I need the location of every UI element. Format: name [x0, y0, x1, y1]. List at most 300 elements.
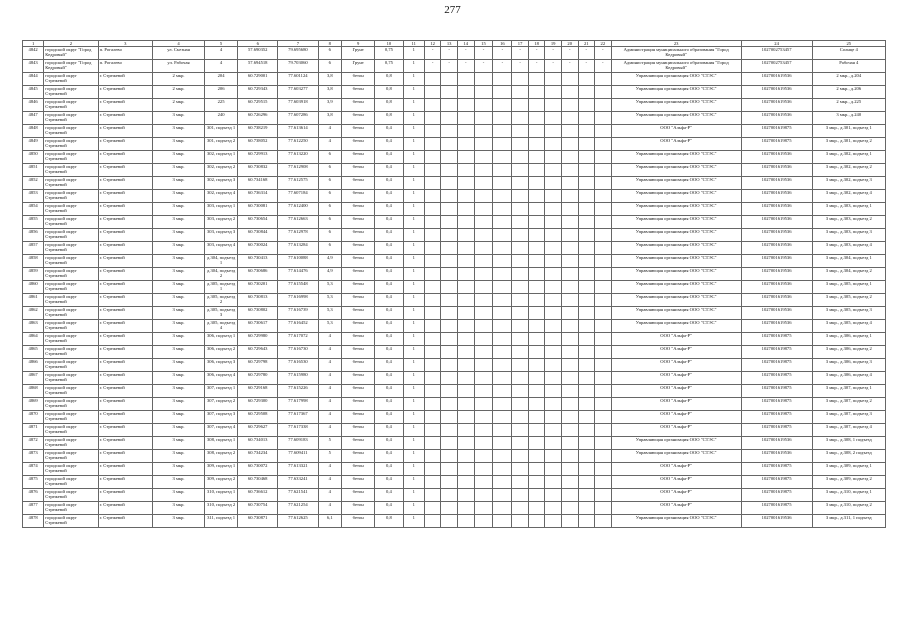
table-cell: 2 мкр., д.206: [812, 86, 885, 99]
table-cell: 57.690352: [238, 47, 278, 60]
table-cell: [512, 515, 529, 528]
table-cell: [424, 268, 441, 281]
table-cell: 1027002753457: [741, 60, 812, 73]
table-cell: ул. Рабочая: [153, 60, 205, 73]
table-cell: городской округ Стрежевой: [44, 450, 98, 463]
table-cell: 3 мкр.: [153, 489, 205, 502]
table-cell: 4863: [23, 320, 44, 333]
table-cell: 77.612908: [278, 164, 318, 177]
table-cell: 77.612625: [278, 515, 318, 528]
table-cell: [424, 294, 441, 307]
table-cell: [457, 268, 474, 281]
table-cell: [474, 281, 493, 294]
table-cell: 0,4: [375, 177, 403, 190]
table-cell: [512, 164, 529, 177]
table-cell: городской округ Стрежевой: [44, 242, 98, 255]
table-cell: [441, 281, 458, 294]
table-cell: 77.603277: [278, 86, 318, 99]
table-cell: ООО "Альфа-Р": [611, 489, 741, 502]
table-cell: 3 мкр., д.310, подъезд 1: [812, 489, 885, 502]
table-cell: 77.621541: [278, 489, 318, 502]
table-cell: [528, 268, 545, 281]
table-cell: 60.730081: [238, 203, 278, 216]
table-cell: [545, 294, 562, 307]
table-cell: 1: [403, 86, 424, 99]
table-cell: 1027001619536: [741, 229, 812, 242]
table-cell: 2 мкр.: [153, 86, 205, 99]
table-cell: [424, 437, 441, 450]
table-cell: 309, подъезд 1: [205, 463, 238, 476]
table-cell: [474, 203, 493, 216]
table-cell: -: [561, 60, 578, 73]
table-cell: [528, 164, 545, 177]
table-cell: [493, 359, 512, 372]
table-cell: 1027001619875: [741, 424, 812, 437]
table-cell: 307, подъезд 3: [205, 411, 238, 424]
table-cell: 0,4: [375, 294, 403, 307]
table-cell: [561, 242, 578, 255]
table-cell: 2 мкр., д.225: [812, 99, 885, 112]
table-cell: 1027001619536: [741, 437, 812, 450]
table-cell: [545, 125, 562, 138]
table-cell: 77.615980: [278, 372, 318, 385]
table-cell: 1: [403, 268, 424, 281]
table-cell: 306, подъезд 2: [205, 346, 238, 359]
table-cell: городской округ Стрежевой: [44, 125, 98, 138]
table-cell: 3 мкр.: [153, 203, 205, 216]
table-cell: 77.612663: [278, 216, 318, 229]
table-cell: 1027001619875: [741, 125, 812, 138]
table-cell: 4: [318, 372, 342, 385]
table-cell: [512, 242, 529, 255]
table-cell: -: [512, 47, 529, 60]
table-cell: 3 мкр.: [153, 476, 205, 489]
column-header: 3: [98, 41, 152, 47]
table-cell: [528, 177, 545, 190]
table-cell: [561, 294, 578, 307]
table-cell: бетон: [342, 515, 375, 528]
table-body: [23, 47, 886, 528]
table-cell: 4873: [23, 450, 44, 463]
table-row: [23, 229, 886, 242]
table-cell: 306, подъезд 1: [205, 333, 238, 346]
table-cell: -: [424, 47, 441, 60]
table-cell: [512, 138, 529, 151]
table-row: [23, 203, 886, 216]
table-cell: г. Стрежевой: [98, 359, 152, 372]
table-cell: 1: [403, 190, 424, 203]
table-cell: 4874: [23, 463, 44, 476]
table-cell: [457, 216, 474, 229]
table-cell: бетон: [342, 450, 375, 463]
column-header: 18: [528, 41, 545, 47]
column-header: 19: [545, 41, 562, 47]
table-cell: [561, 359, 578, 372]
table-cell: -: [441, 60, 458, 73]
table-cell: [545, 242, 562, 255]
table-cell: [441, 73, 458, 86]
table-cell: [441, 125, 458, 138]
table-cell: [424, 476, 441, 489]
table-cell: [424, 203, 441, 216]
table-cell: 77.617998: [278, 398, 318, 411]
table-cell: 3 мкр., д.307, подъезд 3: [812, 411, 885, 424]
table-cell: 0,8: [375, 515, 403, 528]
table-cell: 3 мкр., д.310, подъезд 2: [812, 502, 885, 515]
table-cell: [441, 385, 458, 398]
table-cell: 60.738219: [238, 125, 278, 138]
table-cell: бетон: [342, 476, 375, 489]
table-cell: 1: [403, 450, 424, 463]
table-cell: [424, 411, 441, 424]
table-cell: [528, 255, 545, 268]
table-cell: [595, 450, 612, 463]
table-cell: [595, 73, 612, 86]
table-cell: [474, 190, 493, 203]
table-cell: г. Стрежевой: [98, 411, 152, 424]
column-header: 12: [424, 41, 441, 47]
table-row: [23, 320, 886, 333]
column-header: 5: [205, 41, 238, 47]
table-cell: ООО "Альфа-Р": [611, 385, 741, 398]
table-cell: 4861: [23, 294, 44, 307]
table-cell: [512, 216, 529, 229]
table-cell: [424, 242, 441, 255]
table-cell: [578, 450, 595, 463]
table-cell: [424, 333, 441, 346]
table-cell: [595, 268, 612, 281]
column-header: 23: [611, 41, 741, 47]
table-cell: [561, 450, 578, 463]
table-cell: [424, 138, 441, 151]
table-cell: [595, 151, 612, 164]
table-cell: [474, 489, 493, 502]
table-cell: 0,4: [375, 307, 403, 320]
table-cell: 3 мкр., д.305, подъезд 3: [812, 307, 885, 320]
table-cell: [424, 73, 441, 86]
table-cell: Управляющая организация ООО "СТЭС": [611, 164, 741, 177]
table-cell: 0,75: [375, 47, 403, 60]
table-cell: [561, 320, 578, 333]
table-cell: [545, 502, 562, 515]
table-cell: Управляющая организация ООО "СТЭС": [611, 151, 741, 164]
table-row: [23, 411, 886, 424]
table-cell: 60.729343: [238, 86, 278, 99]
table-cell: [578, 151, 595, 164]
table-cell: 1: [403, 60, 424, 73]
table-cell: 3,9: [318, 99, 342, 112]
table-cell: [595, 190, 612, 203]
table-cell: ООО "Альфа-Р": [611, 463, 741, 476]
table-cell: [493, 424, 512, 437]
table-cell: бетон: [342, 502, 375, 515]
table-cell: 3 мкр., д.307, подъезд 4: [812, 424, 885, 437]
table-cell: [457, 255, 474, 268]
table-cell: [457, 385, 474, 398]
table-cell: [441, 151, 458, 164]
table-cell: 77.613321: [278, 463, 318, 476]
table-cell: 60.730813: [238, 294, 278, 307]
table-cell: [441, 489, 458, 502]
table-cell: [493, 398, 512, 411]
table-cell: г. Стрежевой: [98, 190, 152, 203]
table-cell: [474, 320, 493, 333]
table-cell: [441, 268, 458, 281]
table-cell: Рабочая 4: [812, 60, 885, 73]
table-cell: [474, 385, 493, 398]
table-row: [23, 268, 886, 281]
table-cell: 1027001619536: [741, 307, 812, 320]
table-cell: 3 мкр., д.302, подъезд 2: [812, 164, 885, 177]
table-cell: [545, 437, 562, 450]
table-cell: 60.730844: [238, 229, 278, 242]
table-cell: [457, 411, 474, 424]
table-cell: [578, 463, 595, 476]
table-cell: 0,4: [375, 281, 403, 294]
table-cell: 4: [318, 359, 342, 372]
table-cell: 3 мкр., д.303, подъезд 2: [812, 216, 885, 229]
column-header: 8: [318, 41, 342, 47]
table-cell: [424, 424, 441, 437]
table-cell: бетон: [342, 99, 375, 112]
table-cell: [424, 450, 441, 463]
table-cell: 60.738052: [238, 138, 278, 151]
table-cell: 57.694518: [238, 60, 278, 73]
table-cell: [424, 372, 441, 385]
table-cell: 77.616730: [278, 346, 318, 359]
table-cell: бетон: [342, 164, 375, 177]
table-cell: 206: [205, 86, 238, 99]
table-cell: 4878: [23, 515, 44, 528]
table-cell: 3 мкр., д.303, подъезд 3: [812, 229, 885, 242]
table-cell: 77.601124: [278, 73, 318, 86]
table-cell: городской округ Стрежевой: [44, 372, 98, 385]
table-cell: [457, 372, 474, 385]
table-cell: [424, 463, 441, 476]
table-cell: 303, подъезд 1: [205, 203, 238, 216]
table-cell: [545, 255, 562, 268]
table-cell: ООО "Альфа-Р": [611, 372, 741, 385]
table-cell: п. Рогалево: [98, 47, 152, 60]
table-row: [23, 99, 886, 112]
table-cell: [545, 372, 562, 385]
table-row: [23, 333, 886, 346]
table-cell: 0,8: [375, 73, 403, 86]
table-cell: д.305, подъезд 2: [205, 294, 238, 307]
table-cell: 4: [318, 138, 342, 151]
table-cell: [493, 268, 512, 281]
table-cell: Управляющая организация ООО "СТЭС": [611, 294, 741, 307]
table-cell: [457, 489, 474, 502]
table-cell: 1027001619875: [741, 138, 812, 151]
table-cell: [545, 229, 562, 242]
table-cell: 2 мкр.: [153, 99, 205, 112]
table-cell: [474, 177, 493, 190]
table-cell: [528, 307, 545, 320]
table-cell: 3 мкр., д.309, подъезд 2: [812, 476, 885, 489]
table-cell: городской округ Стрежевой: [44, 112, 98, 125]
table-cell: [424, 255, 441, 268]
table-cell: [578, 99, 595, 112]
table-cell: 4: [318, 398, 342, 411]
table-cell: г. Стрежевой: [98, 307, 152, 320]
table-cell: [528, 281, 545, 294]
table-row: [23, 346, 886, 359]
table-cell: 4868: [23, 385, 44, 398]
table-cell: городской округ Стрежевой: [44, 203, 98, 216]
table-cell: [595, 203, 612, 216]
table-cell: д.304, подъезд 1: [205, 255, 238, 268]
table-cell: городской округ Стрежевой: [44, 138, 98, 151]
table-cell: [493, 320, 512, 333]
table-cell: [545, 346, 562, 359]
table-cell: [561, 99, 578, 112]
table-cell: [493, 502, 512, 515]
table-cell: [528, 294, 545, 307]
table-cell: ООО "Альфа-Р": [611, 476, 741, 489]
table-cell: [578, 216, 595, 229]
table-cell: 1027001619536: [741, 112, 812, 125]
table-cell: [545, 424, 562, 437]
table-cell: [441, 476, 458, 489]
table-cell: городской округ Стрежевой: [44, 515, 98, 528]
table-cell: 0,4: [375, 320, 403, 333]
table-cell: 3,8: [318, 73, 342, 86]
table-cell: Администрация муниципального образования "Город Кедровый": [611, 60, 741, 73]
table-cell: [561, 424, 578, 437]
table-cell: [561, 346, 578, 359]
table-cell: городской округ Стрежевой: [44, 398, 98, 411]
table-cell: [457, 359, 474, 372]
table-cell: Управляющая организация ООО "СТЭС": [611, 437, 741, 450]
table-cell: бетон: [342, 463, 375, 476]
table-cell: 77.612400: [278, 203, 318, 216]
table-cell: [561, 333, 578, 346]
table-cell: 1027001619536: [741, 99, 812, 112]
table-cell: 1027001619875: [741, 346, 812, 359]
table-row: [23, 502, 886, 515]
table-cell: [493, 333, 512, 346]
table-cell: [474, 502, 493, 515]
table-cell: [493, 151, 512, 164]
table-cell: [595, 489, 612, 502]
table-cell: [595, 372, 612, 385]
table-cell: 4871: [23, 424, 44, 437]
table-row: [23, 151, 886, 164]
table-cell: г. Стрежевой: [98, 255, 152, 268]
table-cell: 1: [403, 164, 424, 177]
table-cell: [561, 463, 578, 476]
table-cell: [578, 203, 595, 216]
table-cell: 1027001619875: [741, 398, 812, 411]
table-cell: г. Стрежевой: [98, 125, 152, 138]
table-cell: бетон: [342, 242, 375, 255]
table-cell: 60.729300: [238, 398, 278, 411]
table-cell: 1: [403, 333, 424, 346]
table-cell: 2 мкр., д.204: [812, 73, 885, 86]
table-row: [23, 489, 886, 502]
table-cell: 3 мкр.: [153, 320, 205, 333]
table-cell: [424, 307, 441, 320]
table-row: [23, 138, 886, 151]
table-cell: 1027001619875: [741, 359, 812, 372]
table-cell: 1027001619536: [741, 450, 812, 463]
table-cell: 3 мкр., д.302, подъезд 1: [812, 151, 885, 164]
table-cell: городской округ Стрежевой: [44, 359, 98, 372]
table-cell: [441, 229, 458, 242]
table-cell: 1: [403, 242, 424, 255]
table-cell: 308, подъезд 1: [205, 437, 238, 450]
table-cell: [561, 73, 578, 86]
table-cell: 4: [205, 60, 238, 73]
table-cell: 77.613220: [278, 151, 318, 164]
table-cell: [493, 138, 512, 151]
table-cell: [474, 515, 493, 528]
table-cell: [561, 281, 578, 294]
column-header: 22: [595, 41, 612, 47]
table-cell: ул. Съезная: [153, 47, 205, 60]
table-cell: 4844: [23, 73, 44, 86]
table-cell: 77.607184: [278, 190, 318, 203]
table-cell: 4869: [23, 398, 44, 411]
table-cell: [595, 281, 612, 294]
table-cell: -: [528, 60, 545, 73]
table-cell: [545, 203, 562, 216]
table-cell: 77.616452: [278, 320, 318, 333]
table-cell: 60.729508: [238, 411, 278, 424]
table-cell: 4866: [23, 359, 44, 372]
table-cell: [595, 177, 612, 190]
table-cell: бетон: [342, 333, 375, 346]
table-cell: п. Рогалево: [98, 60, 152, 73]
table-row: [23, 125, 886, 138]
table-cell: 77.615548: [278, 281, 318, 294]
table-cell: [595, 216, 612, 229]
table-row: [23, 60, 886, 73]
table-cell: 1027001619536: [741, 151, 812, 164]
table-cell: 0,4: [375, 398, 403, 411]
table-cell: бетон: [342, 125, 375, 138]
table-cell: -: [595, 47, 612, 60]
table-cell: 3 мкр., д.240: [812, 112, 885, 125]
table-cell: [528, 346, 545, 359]
table-cell: городской округ Стрежевой: [44, 177, 98, 190]
table-row: [23, 476, 886, 489]
table-cell: [595, 398, 612, 411]
table-cell: [512, 73, 529, 86]
table-cell: [474, 151, 493, 164]
table-cell: 4875: [23, 476, 44, 489]
table-cell: [457, 229, 474, 242]
table-cell: 4851: [23, 164, 44, 177]
table-cell: [528, 463, 545, 476]
table-cell: бетон: [342, 424, 375, 437]
table-cell: 3 мкр., д.306, подъезд 2: [812, 346, 885, 359]
table-row: [23, 398, 886, 411]
table-cell: бетон: [342, 151, 375, 164]
table-cell: [441, 450, 458, 463]
table-cell: 60.730024: [238, 242, 278, 255]
table-cell: бетон: [342, 359, 375, 372]
table-cell: [595, 242, 612, 255]
table-row: [23, 216, 886, 229]
table-cell: 1: [403, 151, 424, 164]
table-cell: Управляющая организация ООО "СТЭС": [611, 190, 741, 203]
table-cell: Управляющая организация ООО "СТЭС": [611, 307, 741, 320]
table-cell: [528, 151, 545, 164]
table-row: [23, 242, 886, 255]
table-row: [23, 307, 886, 320]
